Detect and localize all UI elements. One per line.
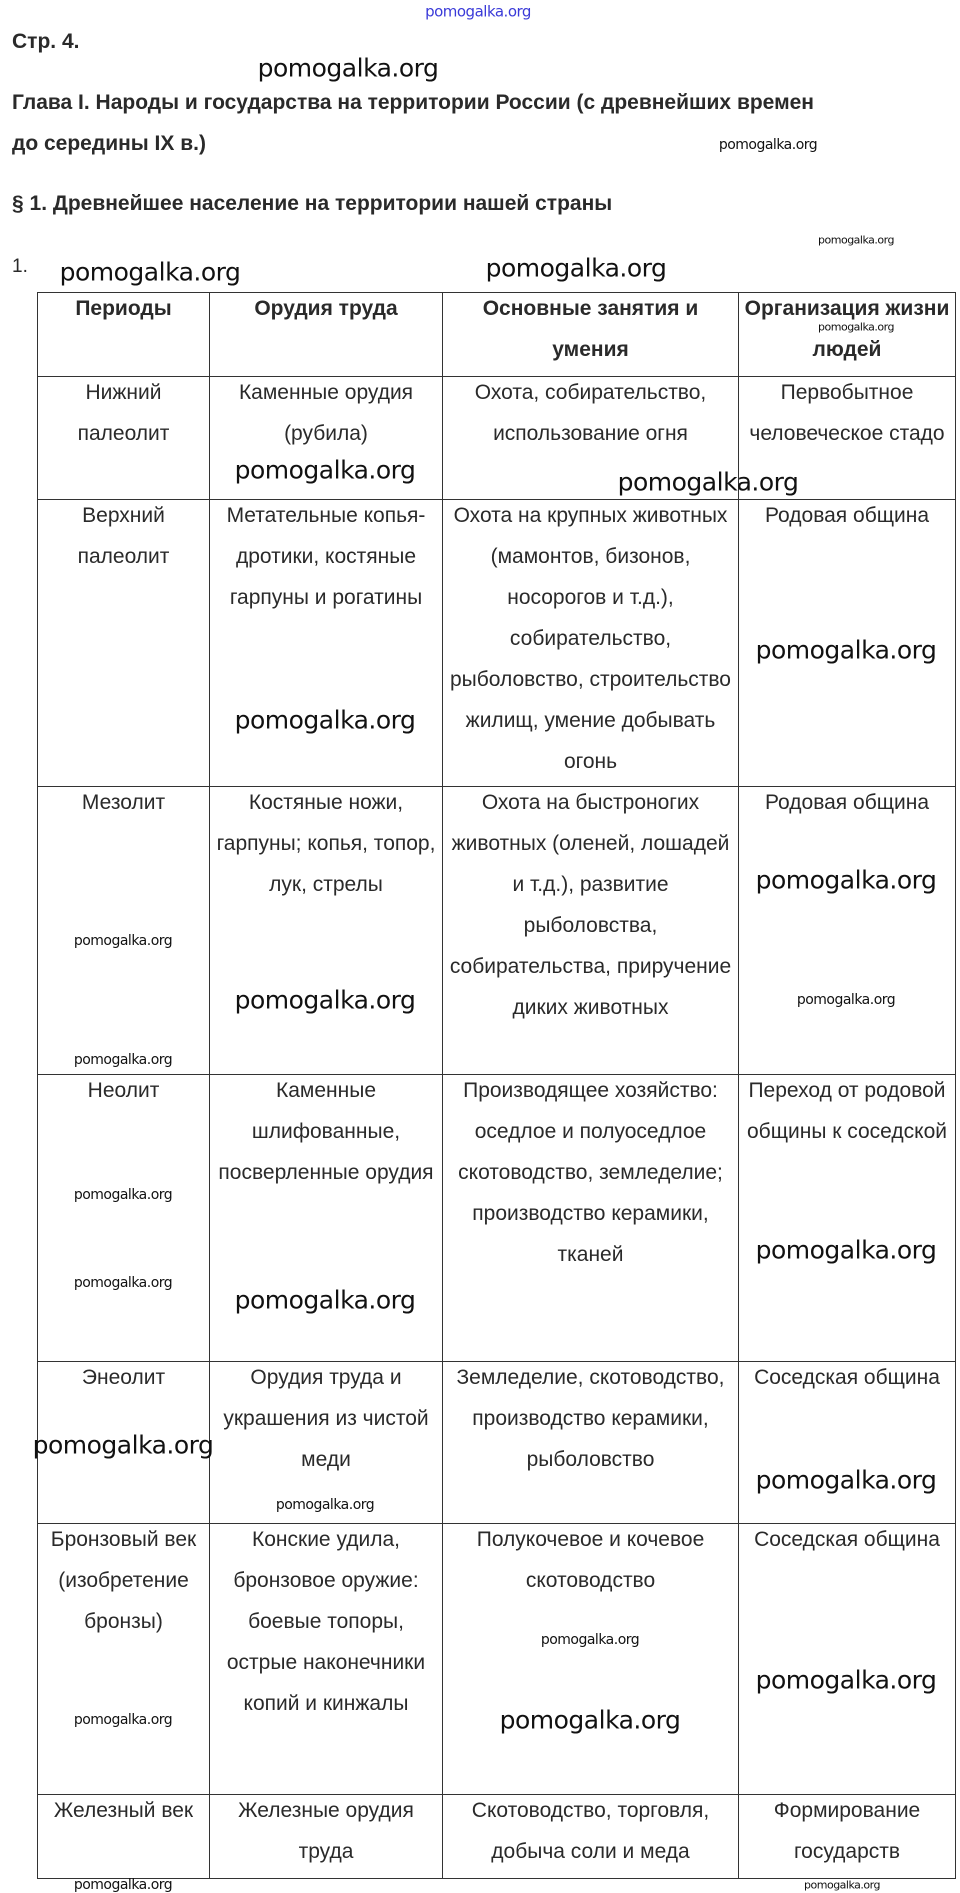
watermark: pomogalka.org: [755, 1665, 937, 1695]
chapter-title-line2: до середины IX в.): [12, 132, 206, 155]
watermark: pomogalka.org: [32, 1430, 214, 1460]
watermark: pomogalka.org: [234, 705, 416, 735]
cell-tools: Метательные копья-дротики, костяные гарпуны и рогатины: [210, 500, 443, 787]
table-row: [38, 1075, 956, 1362]
header-periods: Периоды: [38, 293, 210, 377]
watermark: pomogalka.org: [234, 1285, 416, 1315]
cell-organization: Родовая община: [739, 787, 956, 1075]
cell-occupations: Скотоводство, торговля, добыча соли и меда: [443, 1795, 739, 1879]
watermark: pomogalka.org: [73, 1052, 173, 1068]
watermark: pomogalka.org: [73, 1877, 173, 1893]
cell-tools: Каменные шлифованные, посверленные орудия: [210, 1075, 443, 1362]
table-row: [38, 1524, 956, 1795]
watermark: pomogalka.org: [718, 137, 818, 153]
table-row: [38, 1362, 956, 1524]
cell-period: Бронзовый век (изобретение бронзы): [38, 1524, 210, 1795]
cell-organization: Соседская община: [739, 1524, 956, 1795]
header-tools: Орудия труда: [210, 293, 443, 377]
watermark: pomogalka.org: [73, 1712, 173, 1728]
watermark: pomogalka.org: [796, 992, 896, 1008]
page-label: Стр. 4.: [12, 30, 80, 53]
watermark: pomogalka.org: [540, 1632, 640, 1648]
table-row: [38, 500, 956, 787]
cell-occupations: Охота, собирательство, использование огня: [443, 377, 739, 500]
cell-tools: Костяные ножи, гарпуны; копья, топор, лук, стрелы: [210, 787, 443, 1075]
cell-occupations: Охота на быстроногих животных (оленей, лошадей и т.д.), развитие рыболовства, собирательства, приручение диких животных: [443, 787, 739, 1075]
cell-period: Нижний палеолит: [38, 377, 210, 500]
cell-tools: Железные орудия труда: [210, 1795, 443, 1879]
watermark: pomogalka.org: [755, 1465, 937, 1495]
chapter-title-line1: Глава I. Народы и государства на территории России (с древнейших времен: [12, 91, 814, 114]
cell-tools: Конские удила, бронзовое оружие: боевые топоры, острые наконечники копий и кинжалы: [210, 1524, 443, 1795]
watermark: pomogalka.org: [73, 1275, 173, 1291]
cell-organization: Соседская община: [739, 1362, 956, 1524]
history-periods-table: [37, 292, 956, 1879]
watermark: pomogalka.org: [234, 455, 416, 485]
section-title: § 1. Древнейшее население на территории нашей страны: [12, 192, 613, 215]
watermark: pomogalka.org: [425, 2, 531, 21]
table-row: [38, 787, 956, 1075]
cell-occupations: Земледелие, скотоводство, производство керамики, рыболовство: [443, 1362, 739, 1524]
cell-occupations: Охота на крупных животных (мамонтов, бизонов, носорогов и т.д.), собирательство, рыболовство, строительство жилищ, умение добывать огонь: [443, 500, 739, 787]
watermark: pomogalka.org: [234, 985, 416, 1015]
cell-period: Неолит: [38, 1075, 210, 1362]
task-number: 1.: [12, 256, 28, 277]
watermark: pomogalka.org: [804, 1878, 880, 1892]
cell-tools: Орудия труда и украшения из чистой меди: [210, 1362, 443, 1524]
watermark: pomogalka.org: [499, 1705, 681, 1735]
cell-period: Верхний палеолит: [38, 500, 210, 787]
watermark: pomogalka.org: [73, 933, 173, 949]
table-row: [38, 1795, 956, 1879]
cell-organization: Первобытное человеческое стадо: [739, 377, 956, 500]
cell-occupations: Полукочевое и кочевое скотоводство: [443, 1524, 739, 1795]
cell-period: Энеолит: [38, 1362, 210, 1524]
watermark: pomogalka.org: [755, 865, 937, 895]
cell-occupations: Производящее хозяйство: оседлое и полуоседлое скотоводство, земледелие; производство керамики, тканей: [443, 1075, 739, 1362]
cell-organization: Родовая община: [739, 500, 956, 787]
watermark: pomogalka.org: [617, 467, 799, 497]
cell-organization: Формирование государств: [739, 1795, 956, 1879]
watermark: pomogalka.org: [257, 53, 439, 83]
header-organization: Организация жизни людей: [739, 293, 956, 377]
cell-organization: Переход от родовой общины к соседской: [739, 1075, 956, 1362]
watermark: pomogalka.org: [755, 635, 937, 665]
watermark: pomogalka.org: [818, 320, 894, 334]
cell-period: Железный век: [38, 1795, 210, 1879]
table-row: [38, 377, 956, 500]
watermark: pomogalka.org: [73, 1187, 173, 1203]
watermark: pomogalka.org: [755, 1235, 937, 1265]
table-header-row: [38, 293, 956, 377]
watermark: pomogalka.org: [485, 253, 667, 283]
cell-period: Мезолит: [38, 787, 210, 1075]
watermark: pomogalka.org: [818, 233, 894, 247]
watermark: pomogalka.org: [59, 257, 241, 287]
header-occupations: Основные занятия и умения: [443, 293, 739, 377]
cell-tools: Каменные орудия (рубила): [210, 377, 443, 500]
watermark: pomogalka.org: [275, 1497, 375, 1513]
